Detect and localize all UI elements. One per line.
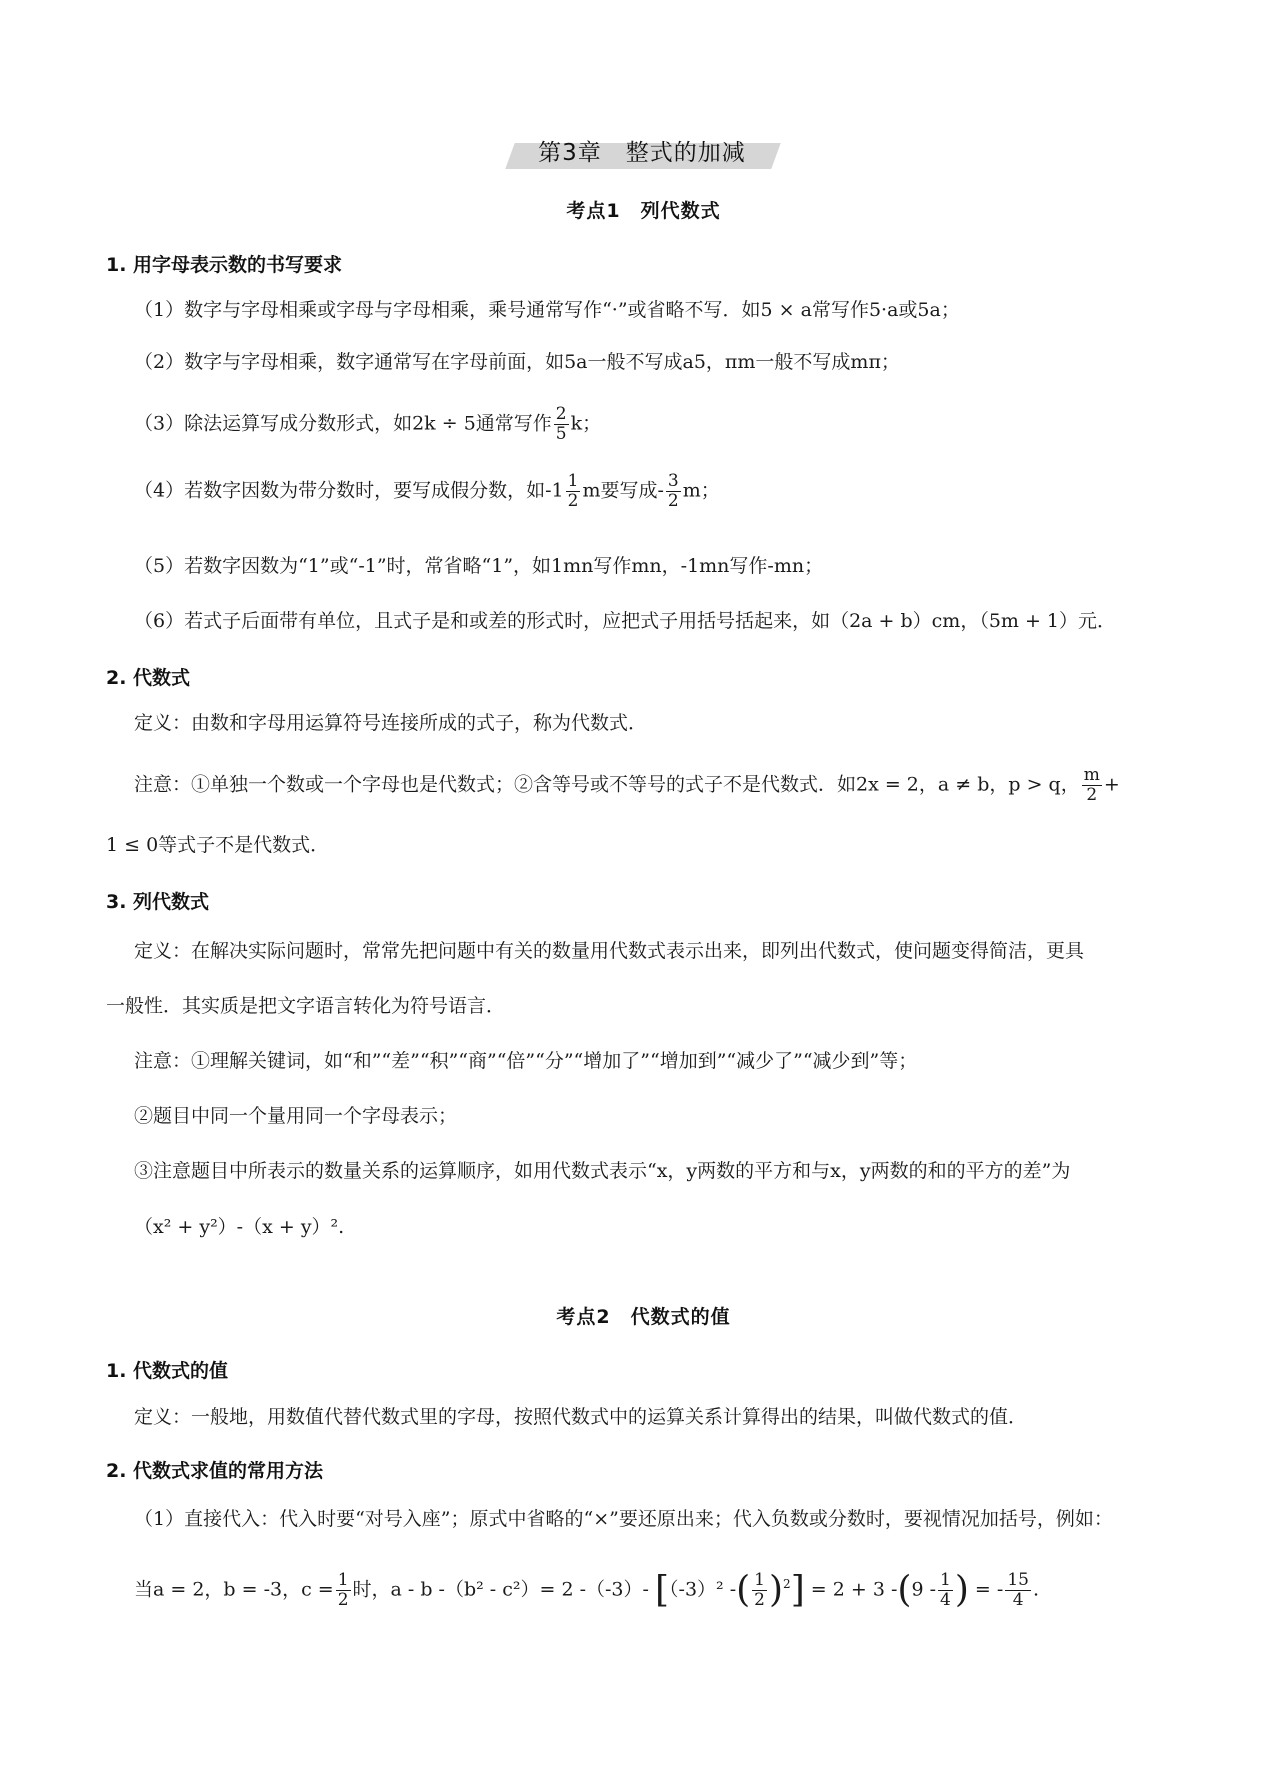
fraction: $\frac{1}{4}$ bbox=[940, 1570, 951, 1610]
section-heading-list-expression: 3. 列代数式 bbox=[106, 891, 210, 913]
rule-3-text: （3）除法运算写成分数形式，如2k ÷ 5通常写作 bbox=[134, 412, 552, 435]
rule-5: （5）若数字因数为“1”或“-1”时，常省略“1”，如1mn写作mn，-1mn写作-mn； bbox=[134, 555, 824, 577]
right-paren-icon: ) bbox=[769, 1569, 784, 1611]
chapter-title: 第3章 整式的加减 bbox=[538, 140, 746, 166]
definition-list-expression-2: 一般性．其实质是把文字语言转化为符号语言． bbox=[106, 995, 506, 1017]
right-bracket-icon: ] bbox=[790, 1569, 805, 1611]
kaodian-1-title: 考点1 列代数式 bbox=[566, 200, 721, 222]
left-paren-icon: ( bbox=[736, 1569, 751, 1611]
section-heading-algebraic-expression: 2. 代数式 bbox=[106, 667, 191, 689]
section-heading-writing-rules: 1. 用字母表示数的书写要求 bbox=[106, 254, 343, 276]
rule-6: （6）若式子后面带有单位，且式子是和或差的形式时，应把式子用括号括起来，如（2a + b）cm，（5m + 1）元． bbox=[134, 610, 1117, 632]
kaodian-2-title: 考点2 代数式的值 bbox=[556, 1306, 731, 1328]
definition-value: 定义：一般地，用数值代替代数式里的字母，按照代数式中的运算关系计算得出的结果，叫做代数式的值． bbox=[134, 1406, 1028, 1428]
note-operation-order: ③注意题目中所表示的数量关系的运算顺序，如用代数式表示“x，y两数的平方和与x，y两数的和的平方的差”为 bbox=[134, 1160, 1071, 1182]
left-bracket-icon: [ bbox=[654, 1569, 670, 1611]
fraction: $\frac{15}{4}$ bbox=[1007, 1570, 1029, 1610]
left-paren-icon: ( bbox=[897, 1569, 912, 1611]
section-heading-value: 1. 代数式的值 bbox=[106, 1360, 229, 1382]
fraction: $\frac{2}{5}$ bbox=[555, 404, 567, 444]
note-same-letter: ②题目中同一个量用同一个字母表示； bbox=[134, 1105, 458, 1127]
fraction: $\frac{1}{2}$ bbox=[754, 1570, 765, 1610]
rule-1: （1）数字与字母相乘或字母与字母相乘，乘号通常写作“·”或省略不写．如5 × a常写作5·a或5a； bbox=[134, 299, 960, 321]
note-continuation: 1 ≤ 0等式子不是代数式． bbox=[106, 834, 330, 856]
fraction: $\frac{m}{2}$ bbox=[1083, 765, 1100, 805]
method-direct-substitution: （1）直接代入：代入时要“对号入座”；原式中省略的“×”要还原出来；代入负数或分数时，要视情况加括号，例如： bbox=[134, 1508, 1113, 1530]
right-paren-icon: ) bbox=[954, 1569, 969, 1611]
rule-2: （2）数字与字母相乘，数字通常写在字母前面，如5a一般不写成a5，πm一般不写成mπ； bbox=[134, 351, 900, 373]
fraction: $\frac{3}{2}$ bbox=[667, 471, 679, 511]
note-algebraic-expression: 注意：①单独一个数或一个字母也是代数式；②含等号或不等号的式子不是代数式．如2x = 2，a ≠ b，p > q， $\frac{m}{2}$ + bbox=[134, 765, 1120, 805]
rule-4-text: （4）若数字因数为带分数时，要写成假分数，如-1 bbox=[134, 479, 564, 502]
fraction: $\frac{1}{2}$ bbox=[337, 1570, 349, 1610]
definition-algebraic-expression: 定义：由数和字母用运算符号连接所成的式子，称为代数式． bbox=[134, 712, 648, 734]
rule-3: （3）除法运算写成分数形式，如2k ÷ 5通常写作 $\frac{2}{5}$ k； bbox=[134, 404, 602, 444]
definition-list-expression-1: 定义：在解决实际问题时，常常先把问题中有关的数量用代数式表示出来，即列出代数式，使问题变得简洁，更具 bbox=[134, 940, 1085, 962]
fraction: $\frac{1}{2}$ bbox=[567, 471, 579, 511]
example-calculation: 当a = 2，b = -3，c = $\frac{1}{2}$ 时，a - b -（b² - c²）= 2 -（-3）- [（-3）² -( $\frac{1}{2}$ )$^2$] = 2 + 3 -(9 - $\frac{1}{4}$ ) = - $\frac{15}{4}$ . bbox=[134, 1569, 1039, 1611]
note-keywords: 注意：①理解关键词，如“和”“差”“积”“商”“倍”“分”“增加了”“增加到”“减少了”“减少到”等； bbox=[134, 1050, 918, 1072]
note-example-expression: （x² + y²）-（x + y）². bbox=[134, 1216, 345, 1238]
rule-4: （4）若数字因数为带分数时，要写成假分数，如-1 $\frac{1}{2}$ m要写成- $\frac{3}{2}$ m； bbox=[134, 471, 720, 511]
chapter-banner bbox=[502, 137, 782, 169]
section-heading-methods: 2. 代数式求值的常用方法 bbox=[106, 1460, 324, 1482]
